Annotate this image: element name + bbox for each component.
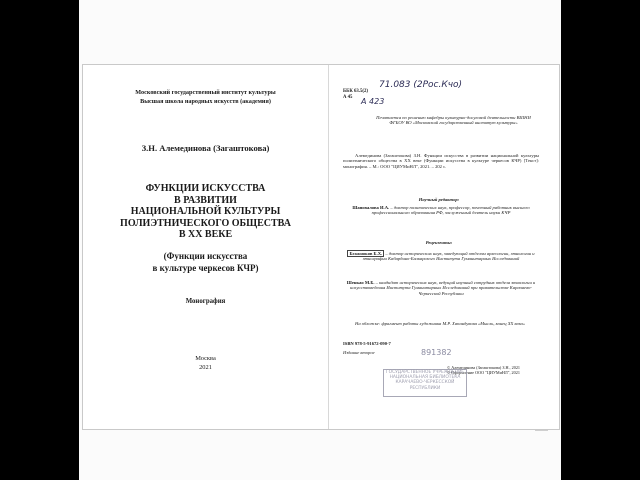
reviewer-entry [343,280,539,296]
handwritten-index: А 423 [361,97,385,106]
subtitle-line: в культуре черкесов КЧР) [152,262,259,273]
reviewer-name: Бгажноков Б.Х. [349,251,383,256]
publication-year: 2021 [199,364,212,371]
bbk-line: А 45 [343,95,353,100]
institution-line-2: Высшая школа народных искусств (академия) [140,98,271,105]
stamp-line: РЕСПУБЛИКИ [409,385,441,391]
author: З.Н. Алемединова (Загаштокова) [141,143,270,153]
stamp-line: НАЦИОНАЛЬНАЯ БИБЛИОТЕКА [389,375,461,381]
genre: Монография [185,298,226,305]
copyright-line: © Алемединова (Загаштокова) З.Н., 2021 [447,365,521,370]
printed-by-note: Печатается по решению кафедры культурно-досуговой деятельности ВШНИ ФГБОУ ВО «Московский государственный институт культуры» [376,115,531,126]
gutter [328,65,329,429]
stamp-line: КАРАЧАЕВО-ЧЕРКЕССКОЙ [395,380,455,386]
reviewer-name: Шенкао М.Б. [346,280,375,285]
publication-city: Москва [195,355,216,362]
editor-description: – доктор политических наук, профессор, почетный работник высшего профессионального образования РФ, заслуженный деятель науки КЧР [371,205,530,216]
bibliographic-record: Алемединова (Загаштокова) З.Н. Функции искусства в развитии национальной культуры полиэтнического общества в XX веке (Функции искусства в культуре черкесов КЧР) [Текст]: монография. – М.: ООО "ЦИУМиНЛ", 2021. – 202 с. [343,153,539,169]
edition: Издание второе [343,350,375,355]
copyright-line: © Оформление ООО "ЦИУМиНЛ", 2021 [447,370,520,375]
reviewer-entry [343,251,539,262]
subtitle-line: (Функции искусства [163,251,248,261]
library-stamp [383,369,467,397]
stamp-line: ГОСУДАРСТВЕННОЕ УЧРЕЖДЕНИЕ [385,370,465,375]
title-line: В РАЗВИТИИ [174,194,237,206]
book-subtitle [83,251,328,274]
cover-note: На обложке: фрагмент работы художника М.Р. Хапандукова «Мысль, конец XX века» [355,321,526,326]
isbn: ISBN 978-5-91672-090-7 [343,341,391,346]
book-spread [82,64,560,430]
stamp-number: 891382 [421,348,452,357]
bbk-line: ББК 63.5(2) [343,89,369,94]
title-page [83,65,328,429]
reviewers-heading: Рецензенты: [425,240,453,245]
imprint-page [341,65,541,429]
editor-entry [343,205,539,216]
reviewer-description: – доктор исторических наук, заведующий отделом археологии, этнологии и этнографии Кабардино-Балкарского Института Гуманитарных Исследований [362,251,535,262]
institution-line-1: Московский государственный институт культуры [135,89,276,96]
editor-heading: Научный редактор: [418,197,460,202]
editor-name: Шаповалова И.А. [352,205,390,210]
title-line: В XX ВЕКЕ [178,229,233,241]
reviewer-description: – кандидат исторических наук, ведущий научный сотрудник отдела этнологии и искусствоведения Института Гуманитарных Исследований при правительстве Карачаево-Черкесской Республики [350,280,536,296]
book-title [83,183,328,241]
handwritten-code: 71.083 (2Рос.Кчо) [379,80,463,90]
title-line: ПОЛИЭТНИЧЕСКОГО ОБЩЕСТВА [120,217,291,229]
title-line: ФУНКЦИИ ИСКУССТВА [145,183,266,194]
title-line: НАЦИОНАЛЬНОЙ КУЛЬТУРЫ [130,206,281,218]
